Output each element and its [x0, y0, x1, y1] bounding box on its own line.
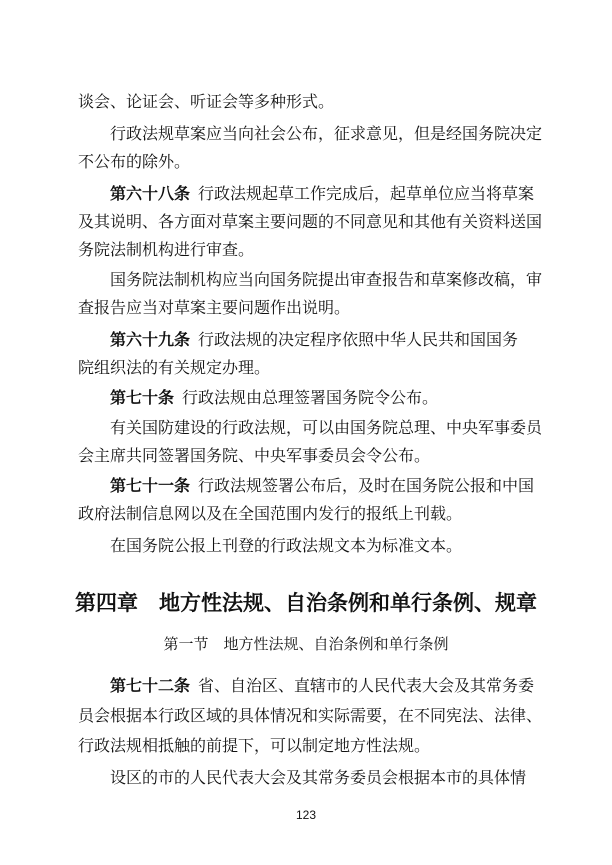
page-number: 123: [295, 808, 317, 822]
text-line: 查报告应当对草案主要问题作出说明。: [78, 298, 351, 317]
article-70-line: [110, 388, 542, 408]
article-number: 第六十八条: [110, 184, 191, 203]
text-line: 不公布的除外。: [78, 152, 191, 171]
text-line: 员会根据本行政区域的具体情况和实际需要，在不同宪法、法律、: [78, 706, 542, 725]
text-line: 院组织法的有关规定办理。: [78, 358, 271, 377]
chapter-title: 第四章 地方性法规、自治条例和单行条例、规章: [75, 591, 537, 615]
article-72-line: [110, 676, 542, 696]
section-title: 第一节 地方性法规、自治条例和单行条例: [163, 635, 449, 653]
text-line: 行政法规相抵触的前提下，可以制定地方性法规。: [78, 736, 431, 755]
article-text: 省、自治区、直辖市的人民代表大会及其常务委: [198, 676, 535, 695]
article-number: 第七十二条: [110, 676, 191, 695]
article-text: 行政法规的决定程序依照中华人民共和国国务: [198, 330, 519, 349]
article-number: 第七十条: [110, 388, 175, 407]
article-text: 行政法规起草工作完成后，起草单位应当将草案: [198, 184, 535, 203]
article-number: 第七十一条: [110, 476, 191, 495]
article-68-line: [110, 184, 542, 204]
article-71-line: [110, 476, 542, 496]
article-number: 第六十九条: [110, 330, 191, 349]
article-69-line: [110, 330, 542, 350]
text-line: 谈会、论证会、听证会等多种形式。: [78, 92, 335, 111]
text-line: 行政法规草案应当向社会公布，征求意见，但是经国务院决定: [110, 124, 542, 143]
text-line: 务院法制机构进行审查。: [78, 240, 255, 259]
text-line: 在国务院公报上刊登的行政法规文本为标准文本。: [110, 536, 463, 555]
article-text: 行政法规由总理签署国务院令公布。: [182, 388, 439, 407]
article-text: 行政法规签署公布后，及时在国务院公报和中国: [198, 476, 535, 495]
text-line: 国务院法制机构应当向国务院提出审查报告和草案修改稿，审: [110, 270, 542, 289]
text-line: 设区的市的人民代表大会及其常务委员会根据本市的具体情: [110, 768, 527, 787]
text-line: 有关国防建设的行政法规，可以由国务院总理、中央军事委员: [110, 418, 542, 437]
text-line: 会主席共同签署国务院、中央军事委员会令公布。: [78, 446, 431, 465]
text-line: 政府法制信息网以及在全国范围内发行的报纸上刊载。: [78, 504, 463, 523]
text-line: 及其说明、各方面对草案主要问题的不同意见和其他有关资料送国: [78, 212, 542, 231]
